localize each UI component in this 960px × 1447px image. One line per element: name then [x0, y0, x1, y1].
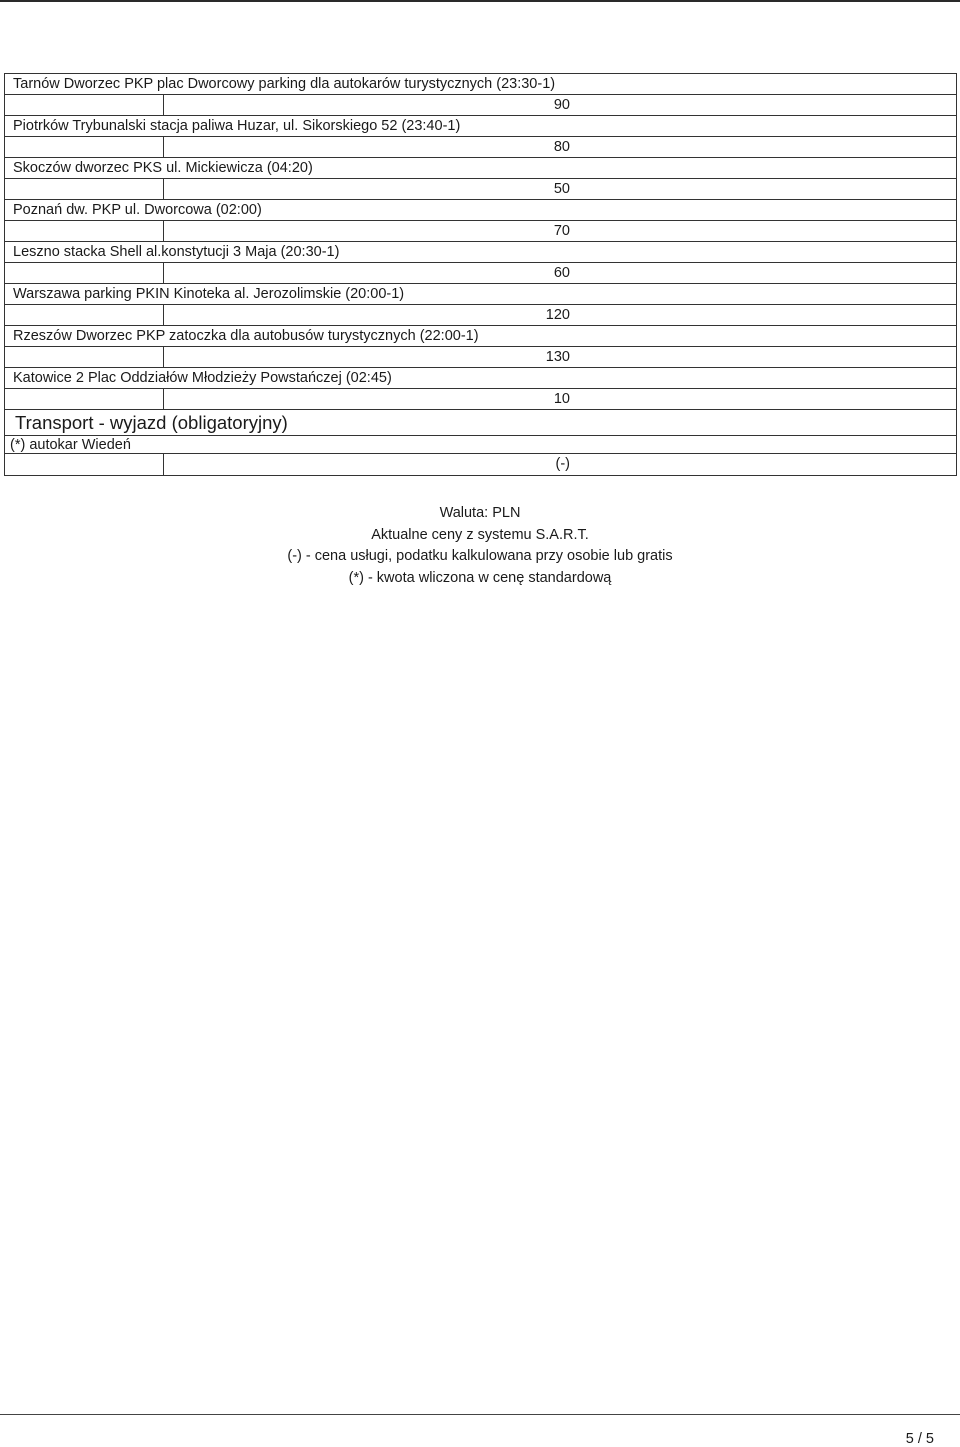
stop-price: 70 — [553, 223, 570, 239]
stop-name: Katowice 2 Plac Oddziałów Młodzieży Powstańczej (02:45) — [13, 370, 392, 386]
stop-price: 50 — [553, 181, 570, 197]
stop-name-row — [5, 326, 956, 347]
stop-price: 80 — [553, 139, 570, 155]
empty-cell — [5, 179, 164, 199]
stop-price-row — [5, 389, 956, 410]
stop-price-row — [5, 347, 956, 368]
empty-cell — [5, 263, 164, 283]
stop-name: Piotrków Trybunalski stacja paliwa Huzar, ul. Sikorskiego 52 (23:40-1) — [13, 118, 461, 134]
stop-name: Tarnów Dworzec PKP plac Dworcowy parking dla autokarów turystycznych (23:30-1) — [13, 76, 556, 92]
transport-section-heading: Transport - wyjazd (obligatoryjny) — [15, 412, 288, 433]
top-rule — [0, 0, 960, 2]
price-table — [4, 73, 957, 476]
stop-price-row — [5, 179, 956, 200]
stop-price: 10 — [553, 391, 570, 407]
stop-name-row — [5, 368, 956, 389]
transport-item-price: (-) — [555, 456, 570, 472]
stop-name-row — [5, 116, 956, 137]
currency-note: Waluta: PLN — [439, 505, 521, 521]
footer-rule — [0, 1414, 960, 1415]
stop-price-row — [5, 263, 956, 284]
stop-name: Rzeszów Dworzec PKP zatoczka dla autobusów turystycznych (22:00-1) — [13, 328, 479, 344]
stop-name-row — [5, 284, 956, 305]
stop-price: 60 — [553, 265, 570, 281]
stop-price-row — [5, 95, 956, 116]
footer-notes — [0, 503, 960, 589]
stop-name: Skoczów dworzec PKS ul. Mickiewicza (04:20) — [13, 160, 313, 176]
legend-dash-note: (-) - cena usługi, podatku kalkulowana przy osobie lub gratis — [287, 548, 673, 564]
transport-item-name: (*) autokar Wiedeń — [10, 436, 131, 453]
empty-cell — [5, 347, 164, 367]
stop-price: 130 — [545, 349, 570, 365]
page-number: 5 / 5 — [905, 1431, 934, 1447]
empty-cell — [5, 137, 164, 157]
transport-section-heading-row — [5, 410, 956, 436]
stop-price: 120 — [545, 307, 570, 323]
empty-cell — [5, 389, 164, 409]
empty-cell — [5, 305, 164, 325]
empty-cell — [5, 221, 164, 241]
empty-cell — [5, 95, 164, 115]
stop-price-row — [5, 221, 956, 242]
stop-name-row — [5, 74, 956, 95]
stop-name: Poznań dw. PKP ul. Dworcowa (02:00) — [13, 202, 262, 218]
stop-name-row — [5, 242, 956, 263]
transport-price-row — [5, 454, 956, 475]
transport-item-row — [5, 436, 956, 454]
stop-price-row — [5, 137, 956, 158]
stop-name-row — [5, 200, 956, 221]
stop-price-row — [5, 305, 956, 326]
empty-cell — [5, 454, 164, 475]
stop-price: 90 — [553, 97, 570, 113]
legend-star-note: (*) - kwota wliczona w cenę standardową — [348, 569, 612, 586]
stop-name-row — [5, 158, 956, 179]
stop-name: Leszno stacka Shell al.konstytucji 3 Maja (20:30-1) — [13, 244, 340, 260]
source-note: Aktualne ceny z systemu S.A.R.T. — [371, 526, 589, 543]
stop-name: Warszawa parking PKIN Kinoteka al. Jerozolimskie (20:00-1) — [13, 286, 405, 302]
page-footer — [0, 1414, 960, 1447]
